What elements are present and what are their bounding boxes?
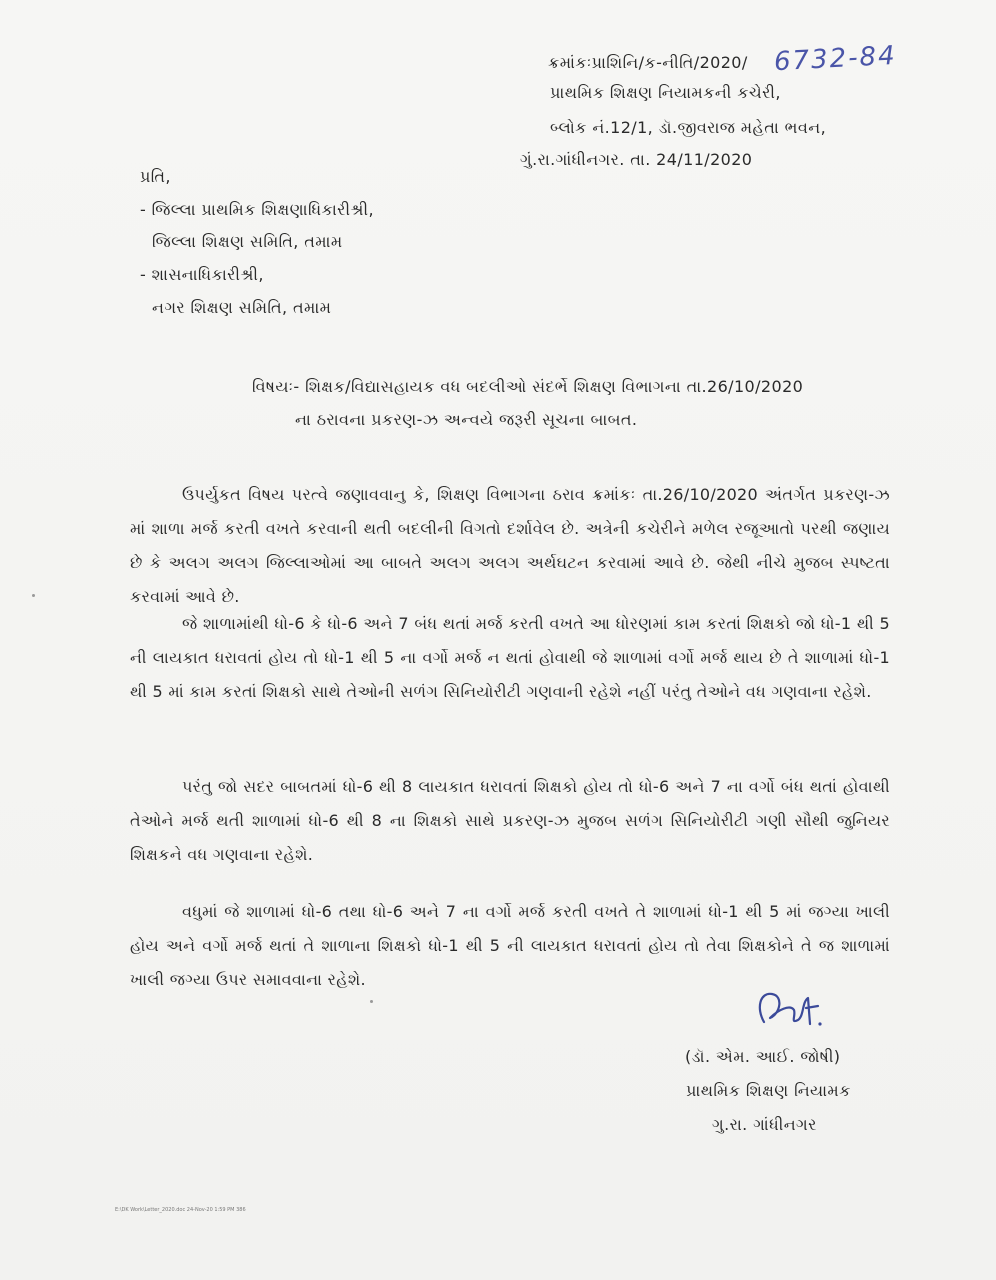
signatory-place: ગુ.રા. ગાંધીનગર bbox=[712, 1115, 817, 1134]
reference-number: ક્રમાંકઃપ્રાશિનિ/ક-નીતિ/2020/ bbox=[548, 53, 748, 72]
signatory-name: (ડૉ. એમ. આઈ. જોષી) bbox=[685, 1047, 841, 1066]
office-date-line: ગું.રા.ગાંધીનગર. તા. 24/11/2020 bbox=[520, 150, 753, 169]
subject-line-2: ના ઠરાવના પ્રકરણ-ઝ અન્વયે જરૂરી સૂચના બાબત. bbox=[295, 410, 638, 429]
scan-speck bbox=[32, 594, 35, 597]
body-paragraph-1: ઉપર્યુકત વિષય પરત્વે જણાવવાનુ કે, શિક્ષણ વિભાગના ઠરાવ ક્રમાંકઃ તા.26/10/2020 અંતર્ગત પ્રકરણ-ઝ માં શાળા મર્જ કરતી વખતે કરવાની થતી બદલીની વિગતો દર્શાવેલ છે. અત્રેની કચેરીને મળેલ રજૂઆતો પરથી જણાય છે કે અલગ અલગ જિલ્લાઓમાં આ બાબતે અલગ અલગ અર્થઘટન કરવામાં આવે છે. જેથી નીચે મુજબ સ્પષ્ટતા કરવામાં આવે છે. bbox=[130, 485, 890, 606]
body-paragraph-3: પરંતુ જો સદર બાબતમાં ધો-6 થી 8 લાયકાત ધરાવતાં શિક્ષકો હોય તો ધો-6 અને 7 ના વર્ગો બંધ થતાં હોવાથી તેઓને મર્જ થતી શાળામાં ધો-6 થી 8 ના શિક્ષકો સાથે પ્રકરણ-ઝ મુજબ સળંગ સિનિયોરીટી ગણી સૌથી જુનિયર શિક્ષકને વધ ગણવાના રહેશે. bbox=[130, 777, 890, 864]
body-paragraph-4: વધુમાં જે શાળામાં ધો-6 તથા ધો-6 અને 7 ના વર્ગો મર્જ કરતી વખતે તે શાળામાં ધો-1 થી 5 માં જગ્યા ખાલી હોય અને વર્ગો મર્જ થતાં તે શાળાના શિક્ષકો ધો-1 થી 5 ની લાયકાત ધરાવતાં હોય તો તેવા શિક્ષકોને તે જ શાળામાં ખાલી જગ્યા ઉપર સમાવવાના રહેશે. bbox=[130, 902, 890, 989]
recipient-2-title: - શાસનાધિકારીશ્રી, bbox=[140, 265, 264, 284]
file-path-footer: E:\DK Work\Letter_2020.doc 24-Nov-20 1:59 PM 386 bbox=[115, 1207, 246, 1213]
office-name: પ્રાથમિક શિક્ષણ નિયામકની કચેરી, bbox=[550, 83, 781, 102]
subject-line-1: વિષયઃ- શિક્ષક/વિદ્યાસહાયક વધ બદલીઓ સંદર્ભે શિક્ષણ વિભાગના તા.26/10/2020 bbox=[252, 377, 804, 396]
recipient-1-title: - જિલ્લા પ્રાથમિક શિક્ષણાધિકારીશ્રી, bbox=[140, 200, 374, 219]
recipient-2-org: નગર શિક્ષણ સમિતિ, તમામ bbox=[152, 298, 332, 317]
scan-speck bbox=[370, 1000, 373, 1003]
signature-scribble bbox=[750, 980, 840, 1040]
body-paragraph-2: જે શાળામાંથી ધો-6 કે ધો-6 અને 7 બંધ થતાં મર્જ કરતી વખતે આ ધોરણમાં કામ કરતાં શિક્ષકો જો ધો-1 થી 5 ની લાયકાત ધરાવતાં હોય તો ધો-1 થી 5 ના વર્ગો મર્જ ન થતાં હોવાથી જે શાળામાં વર્ગો મર્જ થાય છે તે શાળામાં ધો-1 થી 5 માં કામ કરતાં શિક્ષકો સાથે તેઓની સળંગ સિનિયોરીટી ગણવાની રહેશે નહીં પરંતુ તેઓને વધ ગણવાના રહેશે. bbox=[130, 614, 890, 701]
signatory-designation: પ્રાથમિક શિક્ષણ નિયામક bbox=[686, 1081, 851, 1100]
recipient-1-org: જિલ્લા શિક્ષણ સમિતિ, તમામ bbox=[152, 232, 343, 251]
salutation: પ્રતિ, bbox=[140, 167, 171, 186]
office-address: બ્લોક નં.12/1, ડૉ.જીવરાજ મહેતા ભવન, bbox=[550, 118, 827, 137]
handwritten-reference: 6732-84 bbox=[773, 40, 898, 78]
